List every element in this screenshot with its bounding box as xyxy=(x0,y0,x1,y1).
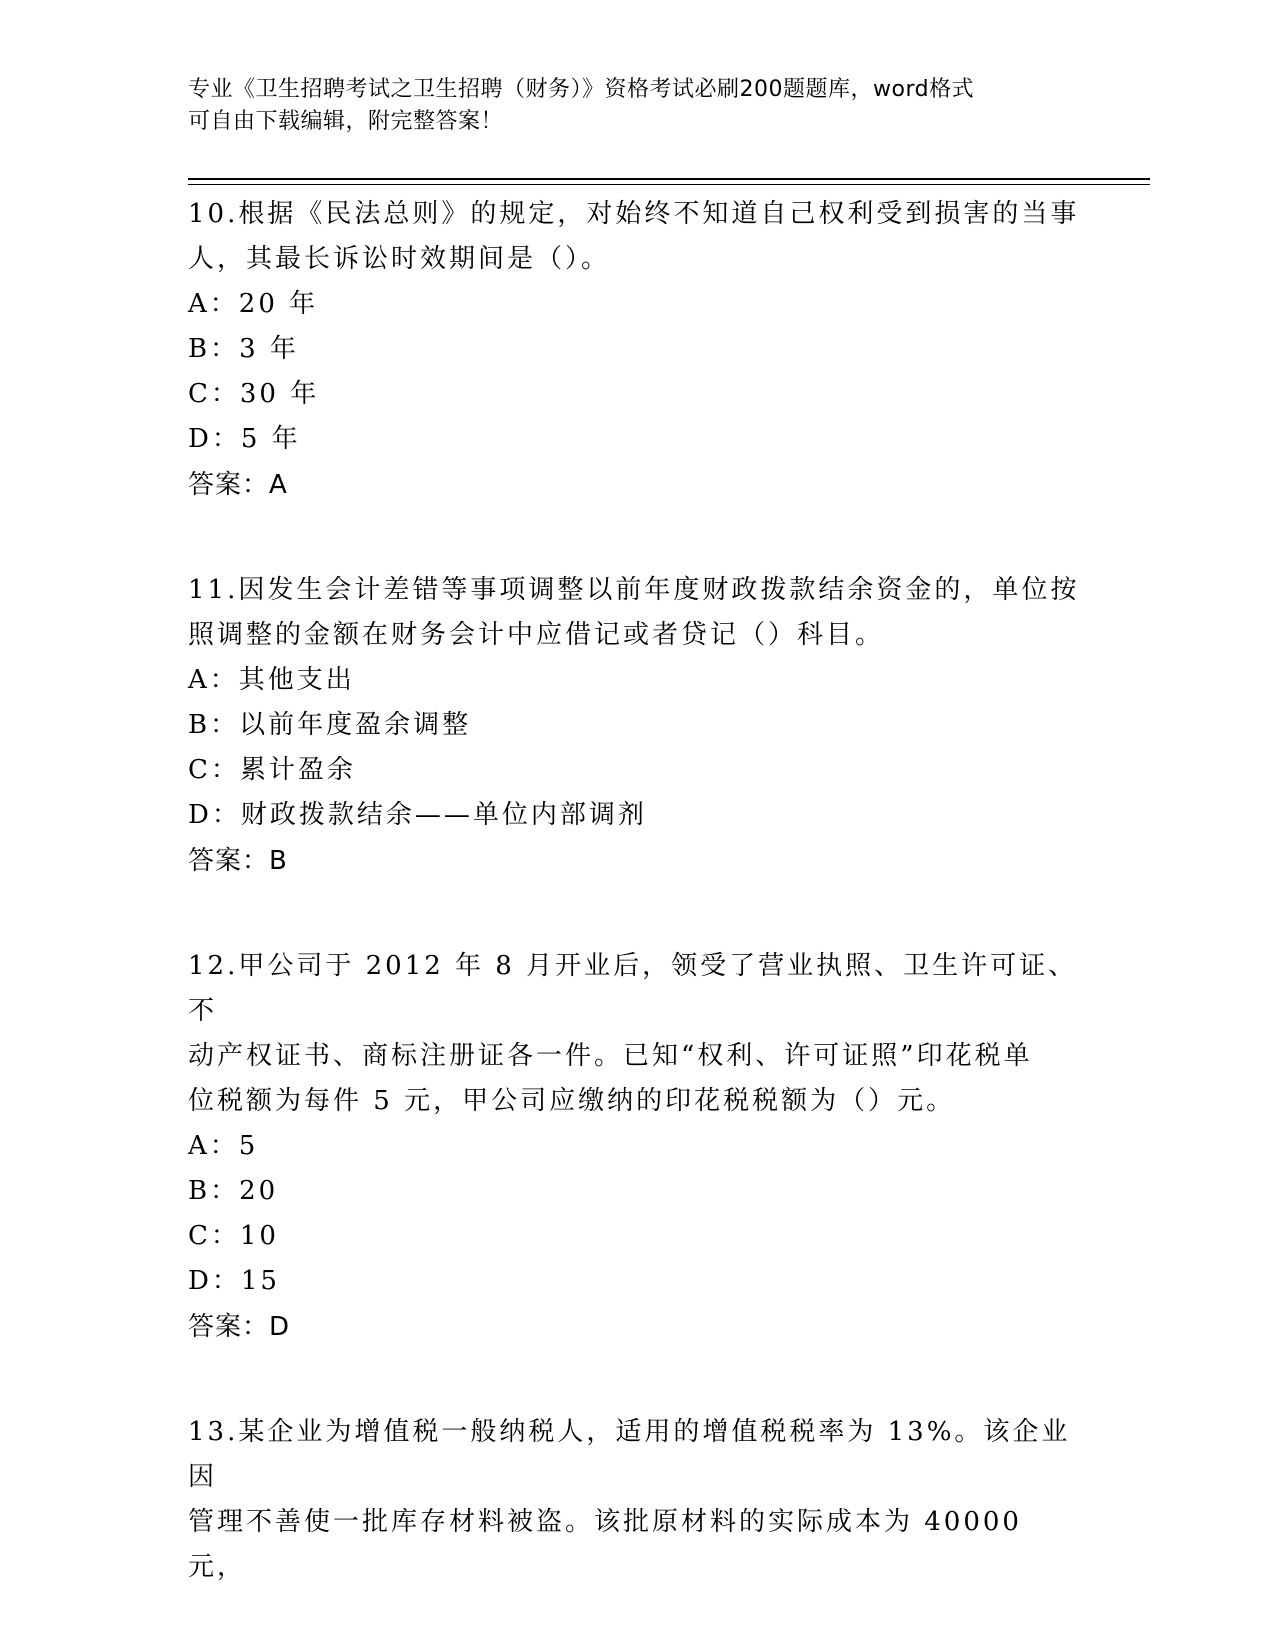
option-d: D：财政拨款结余——单位内部调剂 xyxy=(188,800,647,830)
question-text-line: 13.某企业为增值税一般纳税人，适用的增值税税率为 13%。该企业因 xyxy=(188,1417,1071,1492)
question-12 xyxy=(188,944,1088,1350)
option-a: A：5 xyxy=(188,1131,259,1161)
document-header xyxy=(188,74,1088,138)
answer: 答案：D xyxy=(188,1312,291,1342)
question-13 xyxy=(188,1410,1088,1590)
header-divider-thick xyxy=(188,178,1150,180)
question-spacer xyxy=(188,508,1088,568)
option-b: B：3 年 xyxy=(188,334,299,364)
question-list xyxy=(188,192,1088,1590)
option-c: C：累计盈余 xyxy=(188,755,356,785)
header-line-2: 可自由下载编辑，附完整答案！ xyxy=(188,109,504,134)
option-c: C：30 年 xyxy=(188,379,320,409)
question-text-line: 照调整的金额在财务会计中应借记或者贷记（）科目。 xyxy=(188,620,885,650)
option-b: B：以前年度盈余调整 xyxy=(188,710,472,740)
question-text-line: 管理不善使一批库存材料被盗。该批原材料的实际成本为 40000 元， xyxy=(188,1507,1022,1582)
option-d: D：15 xyxy=(188,1266,280,1296)
option-a: A：20 年 xyxy=(188,289,319,319)
question-text-line: 动产权证书、商标注册证各一件。已知“权利、许可证照”印花税单 xyxy=(188,1041,1033,1071)
question-text-line: 11.因发生会计差错等事项调整以前年度财政拨款结余资金的，单位按 xyxy=(188,575,1080,605)
option-c: C：10 xyxy=(188,1221,279,1251)
question-10 xyxy=(188,192,1088,508)
question-spacer xyxy=(188,1350,1088,1410)
answer: 答案：A xyxy=(188,470,288,500)
question-text-line: 12.甲公司于 2012 年 8 月开业后，领受了营业执照、卫生许可证、不 xyxy=(188,951,1078,1026)
option-b: B：20 xyxy=(188,1176,279,1206)
question-11 xyxy=(188,568,1088,884)
option-d: D：5 年 xyxy=(188,424,301,454)
option-a: A：其他支出 xyxy=(188,665,355,695)
question-text-line: 位税额为每件 5 元，甲公司应缴纳的印花税税额为（）元。 xyxy=(188,1086,956,1116)
question-spacer xyxy=(188,884,1088,944)
header-line-1: 专业《卫生招聘考试之卫生招聘（财务）》资格考试必刷200题题库，word格式 xyxy=(188,77,975,102)
question-text-line: 10.根据《民法总则》的规定，对始终不知道自己权利受到损害的当事 xyxy=(188,199,1080,229)
header-divider-thin xyxy=(188,184,1150,185)
question-text-line: 人，其最长诉讼时效期间是（）。 xyxy=(188,244,611,274)
answer: 答案：B xyxy=(188,846,288,876)
